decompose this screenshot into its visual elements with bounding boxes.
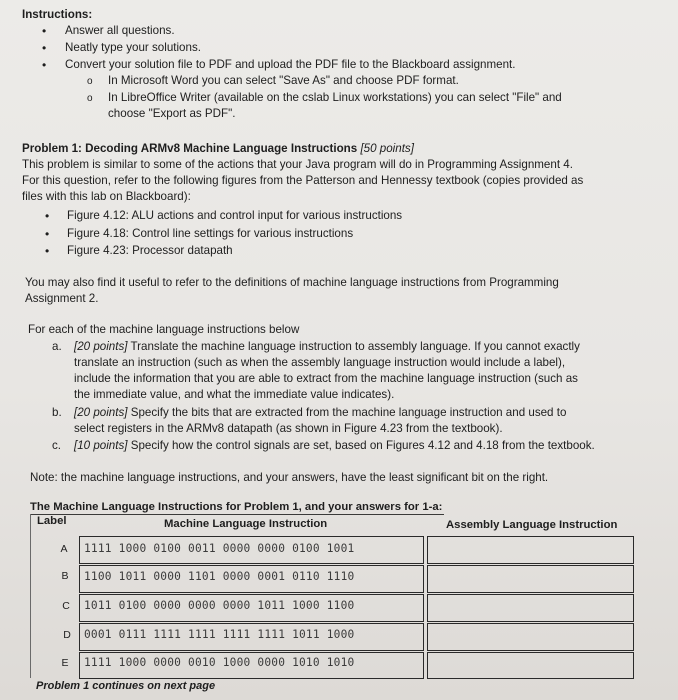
part-text: the immediate value, and what the immediate value indicates).: [74, 388, 395, 401]
machine-instruction-bits: 1100 1011 0000 1101 0000 0001 0110 1110: [84, 570, 355, 583]
figure-item: Figure 4.23: Processor datapath: [67, 244, 233, 257]
note-line: Note: the machine language instructions, and your answers, have the least significant bit on the right.: [30, 471, 549, 484]
assembly-answer-cell[interactable]: [427, 652, 634, 679]
part-letter: a.: [52, 340, 62, 353]
assembly-answer-cell[interactable]: [427, 536, 634, 564]
bullet-icon: •: [42, 24, 47, 38]
figure-item: Figure 4.12: ALU actions and control input for various instructions: [67, 209, 403, 222]
row-label: D: [63, 629, 71, 641]
part-b-line: [74, 405, 566, 421]
sub-instruction-item: In LibreOffice Writer (available on the cslab Linux workstations) you can select "File" and: [108, 91, 562, 104]
row-label: E: [61, 657, 69, 669]
sub-instruction-item: In Microsoft Word you can select "Save As" and choose PDF format.: [108, 74, 459, 87]
part-text: translate an instruction (such as when the assembly language instruction would include a label),: [74, 356, 566, 369]
part-text: include the information that you are able to extract from the machine language instruction (such as: [74, 372, 578, 385]
problem-title: [22, 141, 414, 157]
column-header-machine: Machine Language Instruction: [164, 518, 328, 530]
machine-instruction-bits: 0001 0111 1111 1111 1111 1111 1011 1000: [84, 628, 355, 641]
row-label: C: [62, 600, 70, 612]
column-header-label: Label: [37, 515, 67, 527]
row-label: A: [60, 543, 68, 555]
part-letter: b.: [52, 406, 62, 419]
instructions-heading: Instructions:: [22, 8, 93, 21]
part-text: Translate the machine language instruction to assembly language. If you cannot exactly: [130, 340, 580, 353]
assembly-answer-cell[interactable]: [427, 565, 634, 593]
part-text: select registers in the ARMv8 datapath (as shown in Figure 4.23 from the textbook).: [74, 422, 503, 435]
for-each-line: For each of the machine language instructions below: [28, 323, 300, 336]
figure-item: Figure 4.18: Control line settings for various instructions: [67, 227, 354, 240]
problem-intro-line: For this question, refer to the following figures from the Patterson and Hennessy textbook (copies provided as: [22, 174, 584, 187]
machine-instruction-bits: 1111 1000 0000 0010 1000 0000 1010 1010: [84, 656, 355, 669]
row-label: B: [61, 570, 69, 582]
part-points: [20 points]: [74, 340, 128, 353]
sub-instruction-item: choose "Export as PDF".: [108, 107, 236, 120]
part-c-line: [74, 438, 595, 454]
part-points: [10 points]: [74, 439, 128, 452]
part-letter: c.: [52, 439, 62, 452]
also-line: Assignment 2.: [25, 292, 99, 305]
table-left-rule: [30, 514, 31, 678]
problem-intro-line: This problem is similar to some of the actions that your Java program will do in Programming Assignment 4.: [22, 158, 573, 171]
assembly-answer-cell[interactable]: [427, 623, 634, 651]
part-text: Specify how the control signals are set, based on Figures 4.12 and 4.18 from the textbook.: [130, 439, 595, 452]
bullet-icon: •: [45, 227, 50, 241]
bullet-icon: •: [42, 58, 47, 72]
circle-bullet-icon: o: [87, 93, 93, 104]
bullet-icon: •: [42, 41, 47, 55]
circle-bullet-icon: o: [87, 76, 93, 87]
machine-instruction-bits: 1011 0100 0000 0000 0000 1011 1000 1100: [84, 599, 355, 612]
continues-footer: Problem 1 continues on next page: [36, 680, 216, 692]
bullet-icon: •: [45, 244, 50, 258]
instruction-item: Answer all questions.: [65, 24, 175, 37]
part-a-line: [74, 339, 580, 355]
problem-points: [50 points]: [360, 142, 414, 155]
also-line: You may also find it useful to refer to the definitions of machine language instructions from Programming: [25, 276, 559, 289]
bullet-icon: •: [45, 209, 50, 223]
assembly-answer-cell[interactable]: [427, 594, 634, 622]
column-header-assembly: Assembly Language Instruction: [446, 519, 618, 531]
table-top-rule: [30, 514, 444, 515]
problem-title-text: Problem 1: Decoding ARMv8 Machine Language Instructions: [22, 142, 358, 155]
part-points: [20 points]: [74, 406, 128, 419]
problem-intro-line: files with this lab on Blackboard):: [22, 190, 191, 203]
instruction-item: Convert your solution file to PDF and upload the PDF file to the Blackboard assignment.: [65, 58, 516, 71]
table-caption: The Machine Language Instructions for Problem 1, and your answers for 1-a:: [30, 501, 443, 513]
instruction-item: Neatly type your solutions.: [65, 41, 201, 54]
machine-instruction-bits: 1111 1000 0100 0011 0000 0000 0100 1001: [84, 542, 355, 555]
part-text: Specify the bits that are extracted from the machine language instruction and used to: [130, 406, 567, 419]
